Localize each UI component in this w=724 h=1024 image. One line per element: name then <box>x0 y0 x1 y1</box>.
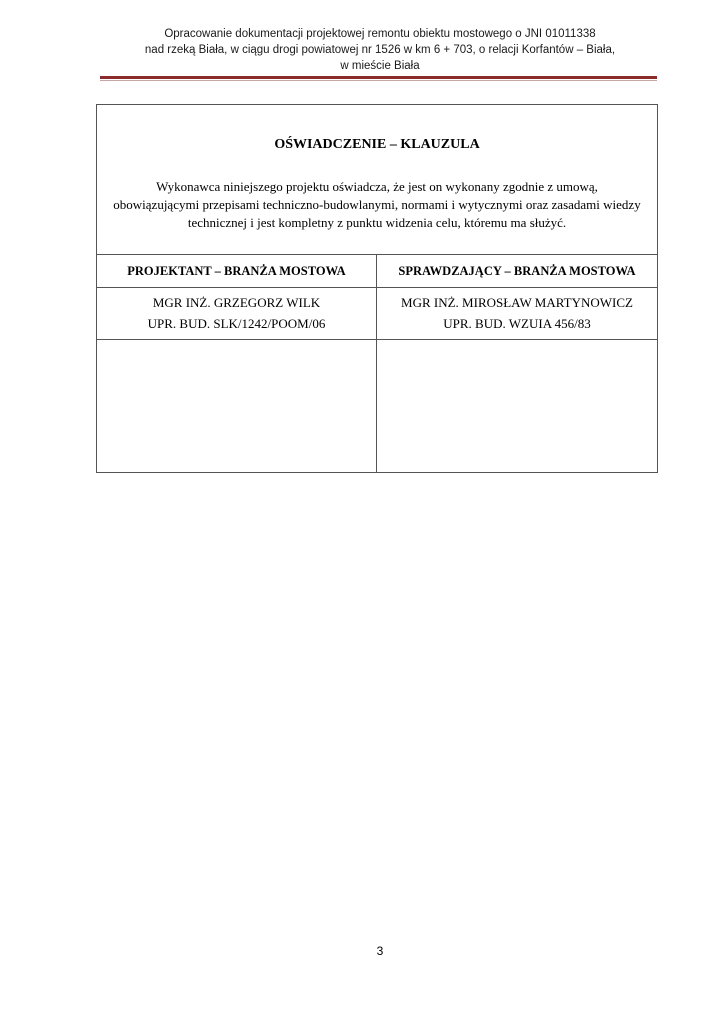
header-line-3: w mieście Biała <box>340 60 420 72</box>
checker-column <box>377 255 657 472</box>
header-line-1: Opracowanie dokumentacji projektowej remontu obiektu mostowego o JNI 01011338 <box>164 28 596 40</box>
declaration-title: OŚWIADCZENIE – KLAUZULA <box>274 137 480 152</box>
designer-signature-area <box>97 340 376 472</box>
page-number: 3 <box>376 944 384 958</box>
checker-info <box>377 288 657 340</box>
declaration-text-line: technicznej i jest kompletny z punktu widzenia celu, któremu ma służyć. <box>187 215 567 230</box>
checker-heading: SPRAWDZAJĄCY – BRANŻA MOSTOWA <box>377 255 657 288</box>
declaration-text-line: Wykonawca niniejszego projektu oświadcza, że jest on wykonany zgodnie z umową, <box>156 179 598 194</box>
document-header <box>0 26 724 74</box>
designer-info <box>97 288 376 340</box>
declaration-text <box>103 178 651 232</box>
declaration-section <box>97 105 657 255</box>
header-line-2: nad rzeką Biała, w ciągu drogi powiatowej nr 1526 w km 6 + 703, o relacji Korfantów – Biała, <box>144 44 616 56</box>
designer-permit: UPR. BUD. SLK/1242/POOM/06 <box>147 316 326 331</box>
checker-signature-area <box>377 340 657 472</box>
checker-name: MGR INŻ. MIROSŁAW MARTYNOWICZ <box>401 295 633 310</box>
declaration-text-line: obowiązującymi przepisami techniczno-budowlanymi, normami i wytycznymi oraz zasadami wiedzy <box>113 197 641 212</box>
designer-column <box>97 255 377 472</box>
checker-permit: UPR. BUD. WZUIA 456/83 <box>443 316 591 331</box>
designer-name: MGR INŻ. GRZEGORZ WILK <box>152 295 321 310</box>
declaration-table <box>96 104 658 473</box>
header-divider-thin <box>100 80 657 81</box>
designer-heading: PROJEKTANT – BRANŻA MOSTOWA <box>97 255 376 288</box>
